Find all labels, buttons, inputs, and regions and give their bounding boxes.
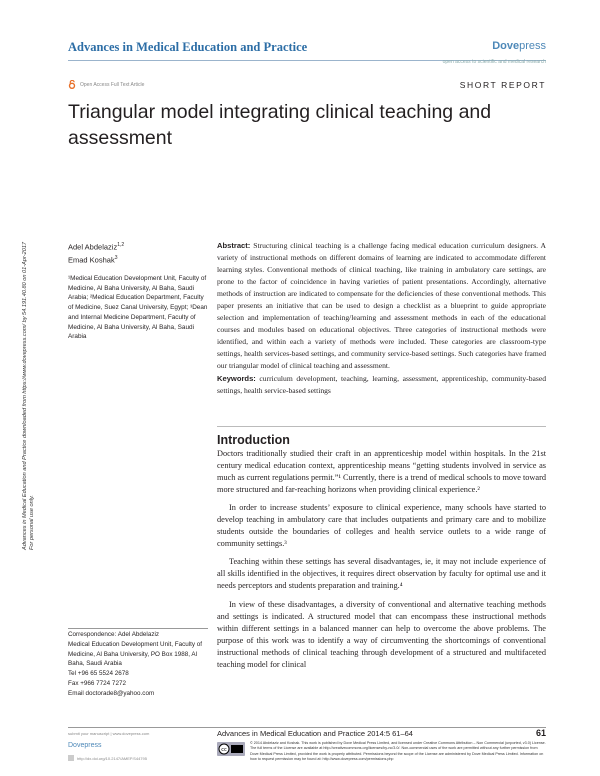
keywords-label: Keywords:	[217, 373, 256, 383]
doi-link[interactable]: http://dx.doi.org/10.2147/AMEP.S44795	[68, 755, 147, 761]
license-text: © 2014 Abdelaziz and Koshak. This work is published by Dove Medical Press Limited, and licensed under Creative Commons Attribution – Non Commercial (unported, v3.0) License. The full terms of the License are available at http://creativecommons.org/licenses/by-nc/3.0/. Non-commercial uses of the work are permitted without any further permission from Dove Medical Press Limited, provided the work is properly attributed. Permissions beyond the scope of the License are administered by Dove Medical Press Limited. Information on how to request permission may be found at: http://www.dovepress.com/permissions.php	[250, 741, 546, 761]
affiliations: ¹Medical Education Development Unit, Faculty of Medicine, Al Baha University, Al Baha, Saudi Arabia; ²Medical Education Department, Faculty of Medicine, Suez Canal University, Egypt; ³Dean and Internal Medicine Department, Faculty of Medicine, Al Baha University, Al Baha, Saudi Arabia	[68, 275, 208, 341]
email-link[interactable]: Email doctorade8@yahoo.com	[68, 689, 155, 697]
svg-text:cc: cc	[221, 747, 227, 753]
author-list	[68, 240, 208, 267]
abstract: Abstract: Structuring clinical teaching is a challenge facing medical education curriculum designers. A variety of instructional methods on different domains of learning are indicated to accommodate different learning styles. Conventional methods of clinical teaching, like training in ambulatory care settings, are prone to the factor of coincidence in having varieties of patient presentations. Accordingly, alternative methods of instruction are indicated to compensate for the deficiencies of these conventional methods. This paper presents an initiative that can be used to design a checklist as a blueprint to guide appropriate selection and implementation of teaching/learning and assessment methods in each of the educational courses and modules based on educational objectives. Three categories of instructional methods were identified, and within each a variety of methods were included. These categories are classroom-type settings, health services-based settings, and community service-based settings. Such categories have framed our triangular model of clinical teaching and assessment. Keywords: curriculum development, teaching, learning, assessment, apprenticeship, community-based settings, health service-based settings	[217, 241, 546, 395]
page-number: 61	[535, 728, 546, 738]
introduction-body	[217, 448, 546, 677]
section-divider	[217, 426, 546, 427]
author-2: Emad Koshak$^3$	[68, 255, 118, 265]
open-access-icon	[68, 80, 76, 89]
footer-publisher: Dovepress	[68, 742, 102, 749]
paragraph: Teaching within these settings has several disadvantages, ie, it may not include experience of all skills identified in the objectives, it requires direct observation by faculty for optimal use and it needs perceptors and students preparation and training.⁴	[217, 557, 546, 591]
article-type: SHORT REPORT	[459, 80, 546, 90]
open-access-label: Open Access Full Text Article	[68, 80, 144, 89]
qr-code-icon	[68, 755, 74, 761]
journal-title: Advances in Medical Education and Practice	[68, 40, 308, 54]
footer-citation: Advances in Medical Education and Practice 2014:5 61–64	[217, 729, 413, 738]
publisher-tagline: open access to scientific and medical research	[442, 59, 546, 65]
keywords: curriculum development, teaching, learning, assessment, apprenticeship, community-based settings, health service-based settings	[217, 373, 546, 395]
paragraph: In view of these disadvantages, a diversity of conventional and alternative teaching methods and settings is indicated. A structured model that can encompass these instructional methods within different settings in a balanced manner can help to overcome the above problems. The purpose of this work was to identify a way of circumventing the shortcomings of conventional instructional methods of clinical teaching through development of a structured and multifaceted teaching model for clinical	[217, 599, 546, 669]
paragraph: Doctors traditionally studied their craft in an apprenticeship model within hospitals. In the 21st century medical education context, apprenticeship means “getting students involved in service as much as current regulations permit.”¹ Currently, there is a trend of medical schools to move toward more structured and far-reaching horizons when providing clinical experience.²	[217, 449, 546, 495]
footer-rule	[68, 727, 546, 728]
introduction-heading: Introduction	[217, 433, 290, 447]
submit-link[interactable]: submit your manuscript | www.dovepress.com	[68, 731, 150, 736]
publisher-logo[interactable]: Dovepress	[492, 40, 546, 52]
download-watermark: Advances in Medical Education and Practice downloaded from https://www.dovepress.com/ by 54.191.40.80 on 01-Apr-2017 For personal use only.	[22, 241, 36, 550]
author-1: Adel Abdelaziz$^{1,2}$	[68, 242, 125, 252]
article-title: Triangular model integrating clinical teaching and assessment	[68, 101, 492, 149]
creative-commons-icon	[217, 742, 245, 756]
correspondence-rule	[68, 628, 208, 629]
abstract-label: Abstract:	[217, 241, 251, 250]
paragraph: In order to increase students’ exposure to clinical experience, many schools have started to develop teaching in ambulatory care that includes outpatients and primary care and to mobilize students outside the boundaries of colleges and health service outlets to a wide range of community settings.³	[217, 503, 546, 549]
correspondence: Correspondence: Adel Abdelaziz Medical Education Development Unit, Faculty of Medicine, Al Baha University, PO Box 1988, Al Baha, Saudi Arabia Tel +96 65 5524 2678 Fax +966 7724 7272 Email doctorade8@yahoo.com	[68, 630, 213, 699]
